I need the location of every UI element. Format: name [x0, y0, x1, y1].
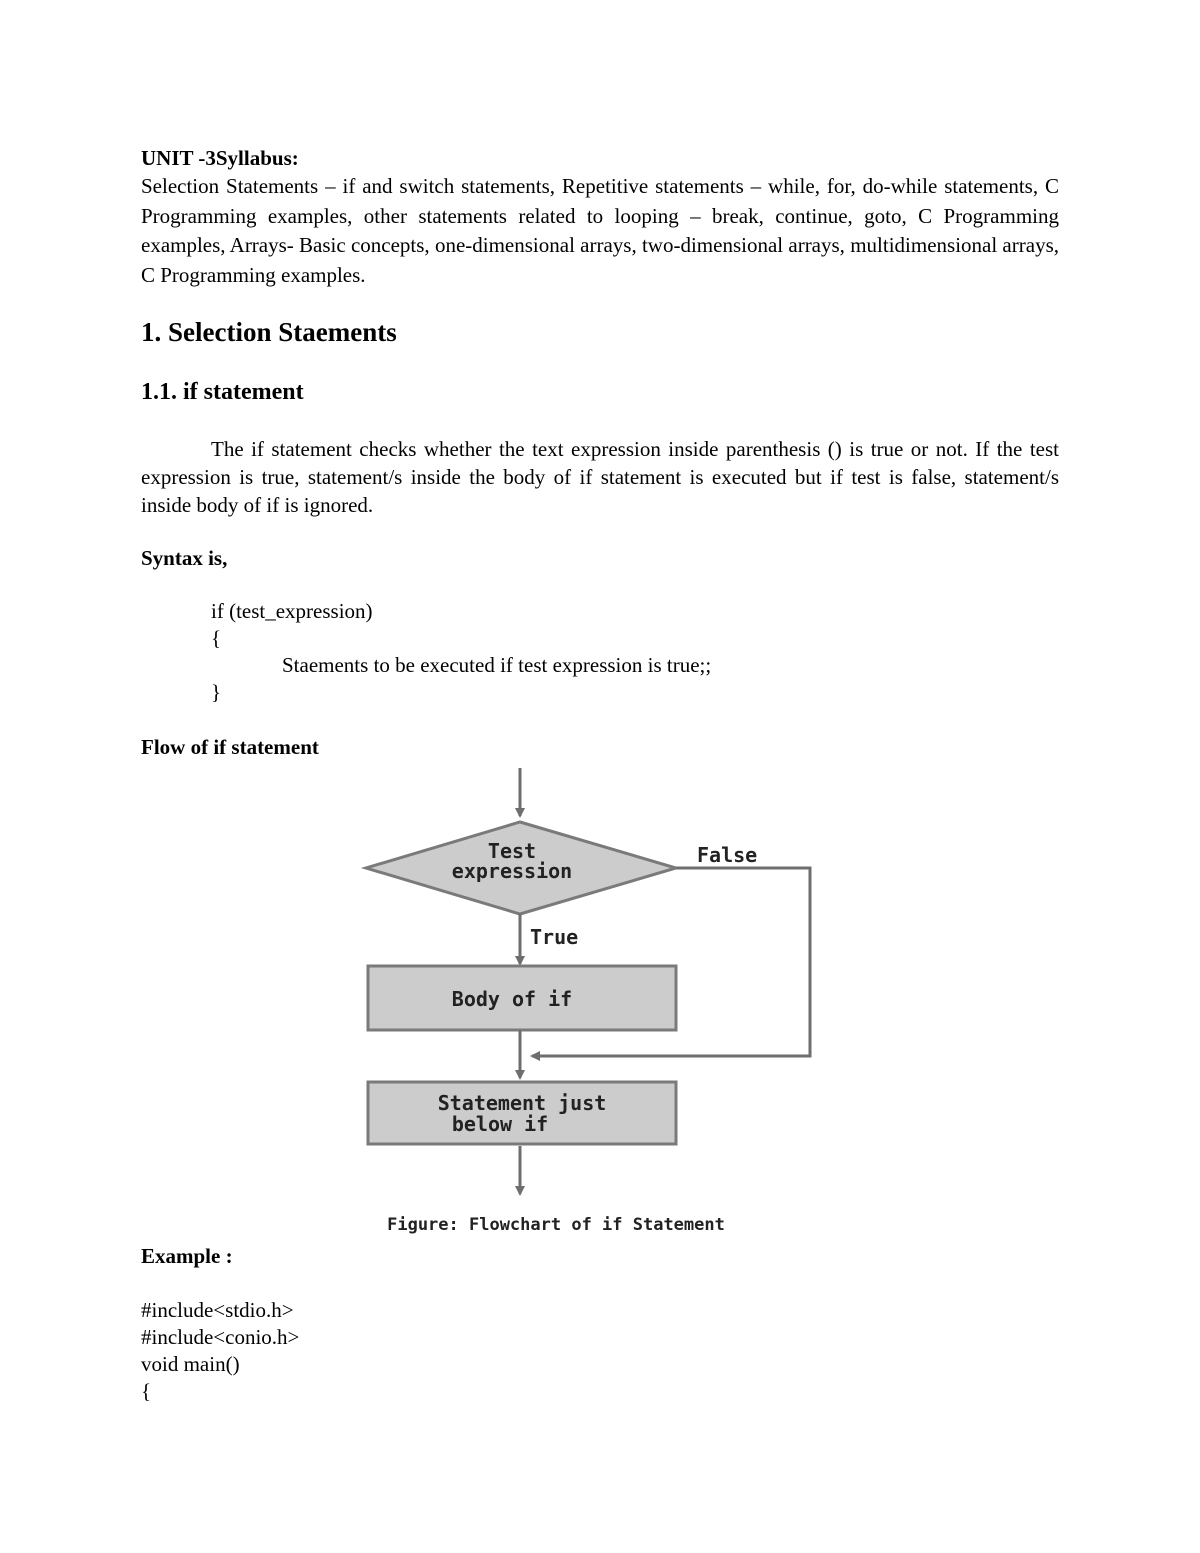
syntax-line: if (test_expression): [211, 599, 373, 623]
syntax-label: Syntax is,: [141, 546, 228, 570]
if-flowchart: [250, 760, 870, 1240]
false-label: False: [697, 843, 758, 867]
decision-label-line1: Test: [487, 839, 537, 863]
flow-label: Flow of if statement: [141, 735, 319, 759]
syntax-line: Staements to be executed if test expression is true;;: [282, 653, 712, 677]
next-statement-label-line1: Statement just: [437, 1091, 607, 1115]
example-code-line: #include<conio.h>: [141, 1325, 300, 1349]
syllabus-heading: UNIT -3Syllabus:: [141, 146, 299, 170]
section-title: 1. Selection Staements: [141, 317, 397, 347]
body-of-if-label: Body of if: [451, 987, 573, 1011]
example-label: Example :: [141, 1244, 233, 1268]
true-label: True: [530, 925, 579, 949]
subsection-title: 1.1. if statement: [141, 379, 304, 405]
syntax-line: {: [211, 626, 222, 650]
example-code-line: #include<stdio.h>: [141, 1298, 294, 1322]
syntax-line: }: [211, 680, 222, 704]
figure-caption: Figure: Flowchart of if Statement: [387, 1215, 725, 1235]
example-code-line: {: [141, 1379, 152, 1403]
next-statement-label-line2: below if: [451, 1112, 549, 1136]
syllabus-text: Selection Statements – if and switch statements, Repetitive statements – while, for, do-while statements, C Programming examples, other statements related to looping – break, continue, goto, C Programming examples, Arrays- Basic concepts, one-dimensional arrays, two-dimensional arrays, multidimensional arrays, C Programming examples.: [141, 174, 1059, 287]
example-code-line: void main(): [141, 1352, 240, 1376]
if-statement-paragraph: The if statement checks whether the text expression inside parenthesis () is true or not. If the test expression is true, statement/s inside the body of if statement is executed but if test is false, statement/s inside body of if is ignored.: [141, 437, 1059, 517]
decision-label-line2: expression: [451, 859, 573, 883]
